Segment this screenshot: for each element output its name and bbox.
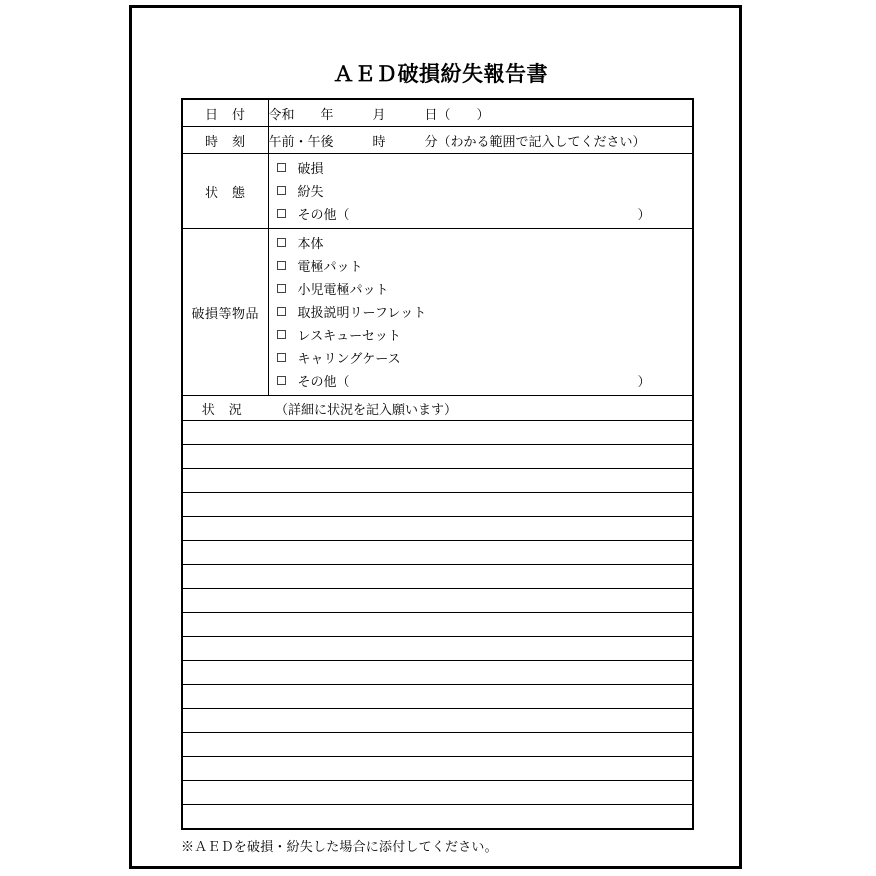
option-row[interactable] — [277, 323, 693, 346]
option-label: 小児電極パット — [297, 282, 389, 297]
situation-blank-lines — [182, 421, 693, 830]
situation-blank-line[interactable] — [182, 685, 693, 709]
situation-blank-cell[interactable] — [182, 493, 693, 517]
situation-blank-line[interactable] — [182, 469, 693, 493]
situation-blank-cell[interactable] — [182, 541, 693, 565]
situation-blank-line[interactable] — [182, 709, 693, 733]
situation-blank-line[interactable] — [182, 541, 693, 565]
situation-blank-cell[interactable] — [182, 517, 693, 541]
option-row[interactable] — [277, 300, 693, 323]
row-label-state: 状 態 — [182, 154, 268, 229]
row-label-situation: 状 況 — [201, 401, 243, 417]
row-label-time: 時 刻 — [182, 127, 268, 154]
state-option-list — [269, 154, 693, 228]
table-row-time — [182, 127, 693, 154]
situation-header-cell — [182, 396, 693, 421]
situation-blank-cell[interactable] — [182, 685, 693, 709]
situation-blank-cell[interactable] — [182, 757, 693, 781]
situation-blank-cell[interactable] — [182, 709, 693, 733]
table-body — [182, 99, 693, 421]
situation-blank-cell[interactable] — [182, 805, 693, 830]
situation-blank-line[interactable] — [182, 757, 693, 781]
items-option-list — [269, 229, 693, 395]
option-close-paren: ） — [637, 207, 651, 222]
option-label: 本体 — [297, 236, 324, 251]
checkbox-icon[interactable] — [277, 163, 286, 172]
situation-blank-line[interactable] — [182, 445, 693, 469]
situation-blank-cell[interactable] — [182, 637, 693, 661]
option-label: 取扱説明リーフレット — [297, 305, 427, 320]
option-row[interactable] — [277, 156, 693, 179]
table-row-items — [182, 229, 693, 396]
situation-blank-line[interactable] — [182, 421, 693, 445]
option-row[interactable] — [277, 179, 693, 202]
situation-blank-cell[interactable] — [182, 565, 693, 589]
option-row[interactable] — [277, 346, 693, 369]
checkbox-icon[interactable] — [277, 261, 286, 270]
table-row-date — [182, 99, 693, 127]
table-row-state — [182, 154, 693, 229]
checkbox-icon[interactable] — [277, 209, 286, 218]
table-row-situation-header — [182, 396, 693, 421]
row-label-items: 破損等物品 — [182, 229, 268, 396]
row-label-date: 日 付 — [182, 99, 268, 127]
row-value-time[interactable]: 午前・午後 時 分（わかる範囲で記入してください） — [268, 127, 693, 154]
situation-blank-line[interactable] — [182, 493, 693, 517]
situation-blank-line[interactable] — [182, 637, 693, 661]
situation-blank-cell[interactable] — [182, 421, 693, 445]
situation-blank-line[interactable] — [182, 733, 693, 757]
situation-blank-line[interactable] — [182, 613, 693, 637]
form-body — [181, 58, 694, 855]
option-close-paren: ） — [637, 374, 651, 389]
situation-blank-cell[interactable] — [182, 733, 693, 757]
situation-blank-cell[interactable] — [182, 589, 693, 613]
aed-report-table — [181, 98, 694, 830]
option-row[interactable] — [277, 254, 693, 277]
checkbox-icon[interactable] — [277, 238, 286, 247]
option-row[interactable] — [277, 369, 693, 392]
situation-note: （詳細に状況を記入願います） — [275, 401, 458, 417]
checkbox-icon[interactable] — [277, 376, 286, 385]
option-row[interactable] — [277, 202, 693, 225]
situation-blank-cell[interactable] — [182, 445, 693, 469]
option-label: 破損 — [297, 161, 324, 176]
option-row[interactable] — [277, 231, 693, 254]
situation-blank-line[interactable] — [182, 781, 693, 805]
situation-blank-line[interactable] — [182, 589, 693, 613]
situation-blank-line[interactable] — [182, 565, 693, 589]
row-value-items — [268, 229, 693, 396]
footnote: ※ＡＥＤを破損・紛失した場合に添付してください。 — [181, 839, 498, 854]
option-label: その他（ — [297, 207, 350, 222]
checkbox-icon[interactable] — [277, 330, 286, 339]
page-title: ＡＥＤ破損紛失報告書 — [333, 62, 548, 86]
option-label: 紛失 — [297, 184, 324, 199]
option-label: キャリングケース — [297, 351, 401, 366]
option-row[interactable] — [277, 277, 693, 300]
checkbox-icon[interactable] — [277, 284, 286, 293]
situation-blank-cell[interactable] — [182, 661, 693, 685]
option-other-wrapper — [298, 371, 693, 390]
option-other-wrapper — [298, 204, 693, 223]
situation-blank-cell[interactable] — [182, 613, 693, 637]
checkbox-icon[interactable] — [277, 186, 286, 195]
checkbox-icon[interactable] — [277, 353, 286, 362]
situation-blank-line[interactable] — [182, 661, 693, 685]
situation-blank-cell[interactable] — [182, 469, 693, 493]
checkbox-icon[interactable] — [277, 307, 286, 316]
row-value-state — [268, 154, 693, 229]
option-label: 電極パット — [297, 259, 363, 274]
situation-blank-line[interactable] — [182, 805, 693, 830]
situation-blank-cell[interactable] — [182, 781, 693, 805]
situation-blank-line[interactable] — [182, 517, 693, 541]
option-label: レスキューセット — [297, 328, 401, 343]
option-label: その他（ — [297, 374, 350, 389]
row-value-date[interactable]: 令和 年 月 日（ ） — [268, 99, 693, 127]
page-sheet — [129, 5, 742, 869]
